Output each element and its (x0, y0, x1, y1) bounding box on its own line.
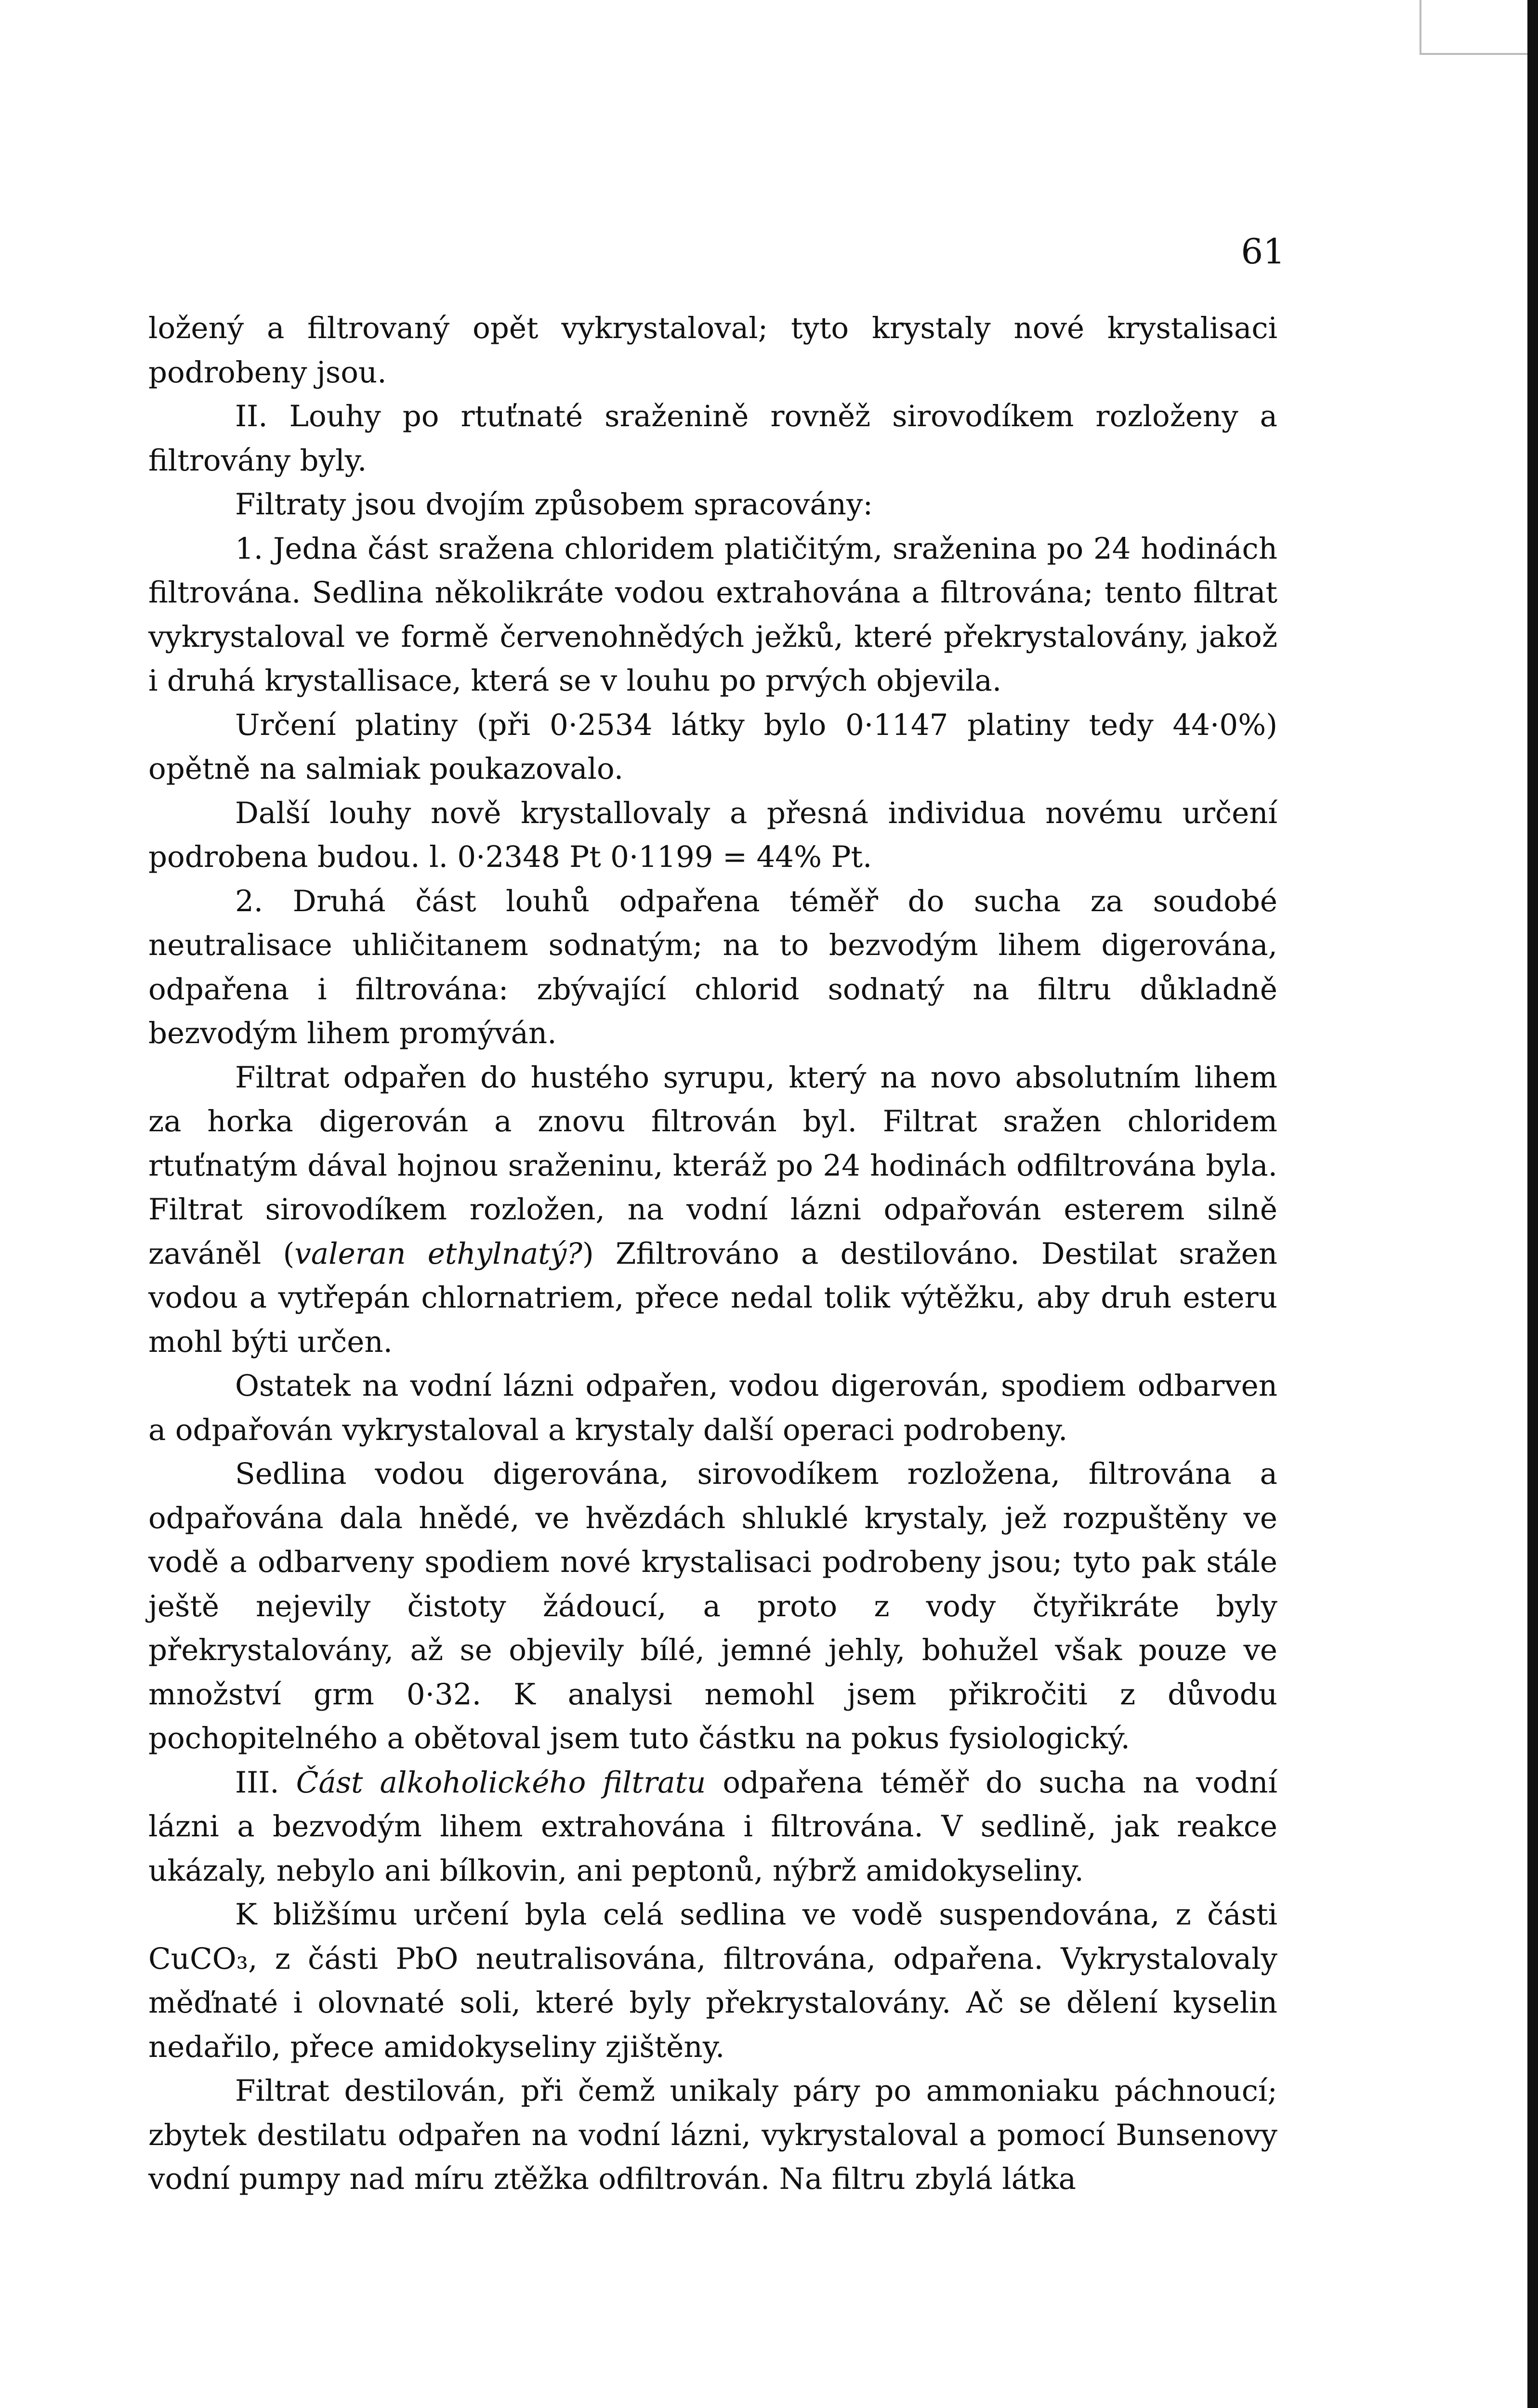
paragraph: Filtrat destilován, při čemž unikaly páry po ammoniaku páchnoucí; zbytek destilatu odpařen na vodní lázni, vykrystaloval a pomocí Bunsenovy vodní pumpy nad míru ztěžka odfiltrován. Na filtru zbylá látka (148, 2074, 1277, 2196)
paragraph-text: odpařena téměř do sucha na vodní lázni a bezvodým lihem extrahována i filtrována. V sedlině, jak reakce ukázaly, nebylo ani bílkovin, ani peptonů, nýbrž amidokyseliny. (148, 1765, 1277, 1888)
scan-corner-mark (1420, 0, 1527, 55)
paragraph: 1. Jedna část sražena chloridem platičitým, sraženina po 24 hodinách filtrována. Sedlina několikráte vodou extrahována a filtrována; tento filtrat vykrystaloval ve formě červenohnědých ježků, které překrystalovány, jakož i druhá krystallisace, která se v louhu po prvých objevila. (148, 531, 1277, 698)
paragraph-text: ) Zfiltrováno a destilováno. Destilat sražen vodou a vytřepán chlornatriem, přece nedal tolik výtěžku, aby druh esteru mohl býti určen. (148, 1236, 1277, 1359)
paragraph: II. Louhy po rtuťnaté sraženině rovněž sirovodíkem rozloženy a filtrovány byly. (148, 399, 1277, 478)
paragraph: Sedlina vodou digerována, sirovodíkem rozložena, filtrována a odpařována dala hnědé, ve hvězdách shluklé krystaly, jež rozpuštěny ve vodě a odbarveny spodiem nové krystalisaci podrobeny jsou; tyto pak stále ještě nejevily čistoty žádoucí, a proto z vody čtyřikráte byly překrystalovány, až se objevily bílé, jemné jehly, bohužel však pouze ve množství grm 0·32. K analysi nemohl jsem přikročiti z důvodu pochopitelného a obětoval jsem tuto částku na pokus fysiologický. (148, 1457, 1277, 1755)
paragraph: Filtraty jsou dvojím způsobem spracovány: (235, 487, 873, 522)
paragraph: Určení platiny (při 0·2534 látky bylo 0·1147 platiny tedy 44·0%) opětně na salmiak poukazovalo. (148, 707, 1277, 786)
paragraph (148, 1056, 1277, 1364)
paragraph: Další louhy nově krystallovaly a přesná individua novému určení podrobena budou. l. 0·2348 Pt 0·1199 = 44% Pt. (148, 796, 1277, 874)
paragraph (148, 1761, 1277, 1893)
paragraph-text: Filtrat odpařen do hustého syrupu, který na novo absolutním lihem za horka digerován a znovu filtrován byl. Filtrat sražen chloridem rtuťnatým dával hojnou sraženinu, kteráž po 24 hodinách odfiltrována byla. Filtrat sirovodíkem rozložen, na vodní lázni odpařován esterem silně zaváněl ( (148, 1060, 1277, 1271)
body-text (148, 306, 1277, 2201)
paragraph: K bližšímu určení byla celá sedlina ve vodě suspendována, z části CuCO₃, z části PbO neutralisována, filtrována, odpařena. Vykrystalovaly měďnaté i olovnaté soli, které byly překrystalovány. Ač se dělení kyselin nedařilo, přece amidokyseliny zjištěny. (148, 1898, 1277, 2064)
section-numeral: III. (235, 1765, 296, 1800)
page-number: 61 (1241, 231, 1285, 272)
italic-term: valeran ethylnatý? (294, 1236, 582, 1271)
paragraph: ložený a filtrovaný opět vykrystaloval; tyto krystaly nové krystalisaci podrobeny jsou. (148, 311, 1277, 390)
scan-edge-strip (1527, 0, 1538, 2408)
paragraph: 2. Druhá část louhů odpařena téměř do sucha za soudobé neutralisace uhličitanem sodnatým; na to bezvodým lihem digerována, odpařena i filtrována: zbývající chlorid sodnatý na filtru důkladně bezvodým lihem promýván. (148, 884, 1277, 1050)
paragraph: Ostatek na vodní lázni odpařen, vodou digerován, spodiem odbarven a odpařován vykrystaloval a krystaly další operaci podrobeny. (148, 1369, 1277, 1447)
section-title: Část alkoholického filtratu (296, 1765, 706, 1800)
